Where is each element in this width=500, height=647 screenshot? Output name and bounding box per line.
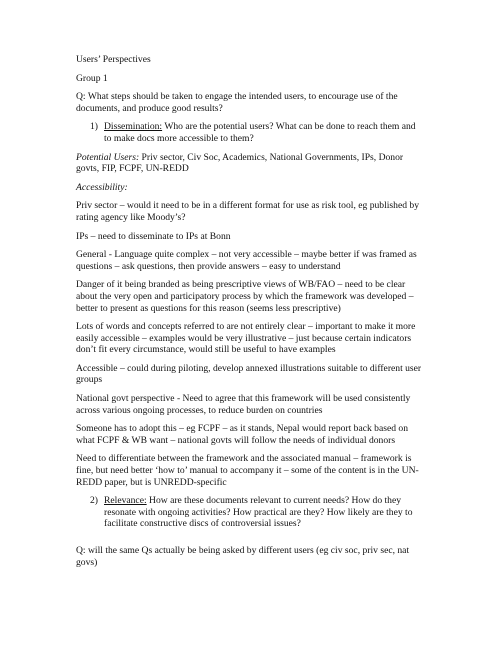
paragraph: Need to differentiate between the framework and the associated manual – framework is fine, but need better ‘how to’ manual to accompany it – some of the content is in the UN-REDD paper, but is UNREDD-specific <box>76 453 419 488</box>
group-label: Group 1 <box>76 72 108 84</box>
spacer <box>76 537 428 545</box>
paragraph: Priv sector – would it need to be in a different format for use as risk tool, eg published by rating agency like Moody’s? <box>76 200 419 223</box>
numbered-item-relevance <box>76 495 428 530</box>
question-2: Q: will the same Qs actually be being asked by different users (eg civ soc, priv sec, nat govs) <box>76 545 410 568</box>
paragraph: National govt perspective - Need to agree that this framework will be used consistently across various ongoing processes, to reduce burden on countries <box>76 393 411 416</box>
paragraph: General - Language quite complex – not very accessible – maybe better if was framed as questions – ask questions, then provide answers – easy to understand <box>76 249 417 272</box>
item-heading: Relevance: <box>104 495 147 507</box>
paragraph: IPs – need to disseminate to IPs at Bonn <box>76 230 231 242</box>
potential-users-text: Priv sector, Civ Soc, Academics, National Governments, IPs, Donor govts, FIP, FCPF, UN-REDD <box>76 151 404 175</box>
item-body <box>104 121 428 144</box>
item-body <box>104 495 428 530</box>
paragraph: Someone has to adopt this – eg FCPF – as it stands, Nepal would report back based on what FCPF & WB want – national govts will follow the needs of individual donors <box>76 423 409 446</box>
document-page <box>76 54 428 575</box>
numbered-item-dissemination <box>76 121 428 144</box>
potential-users <box>76 152 428 175</box>
item-text: How are these documents relevant to current needs? How do they resonate with ongoing activities? How practical are they? How likely are they to facilitate constructive discs of controversial issues? <box>104 495 413 530</box>
paragraph: Accessible – could during piloting, develop annexed illustrations suitable to different user groups <box>76 362 422 386</box>
item-text: Who are the potential users? What can be done to reach them and to make docs more accessible to them? <box>104 121 416 144</box>
potential-users-label: Potential Users: <box>76 151 140 163</box>
item-heading: Dissemination: <box>104 121 163 133</box>
accessibility-label: Accessibility: <box>76 181 128 193</box>
paragraph: Lots of words and concepts referred to are not entirely clear – important to make it more easily accessible – examples would be very illustrative – just because certain indicators don’t fit every circumstance, would still be useful to have examples <box>76 321 416 356</box>
paragraph: Danger of it being branded as being prescriptive views of WB/FAO – need to be clear about the very open and participatory process by which the framework was developed – better to present as questions for this reason (seems less prescriptive) <box>76 279 414 314</box>
item-number: 1) <box>90 121 98 133</box>
item-number: 2) <box>90 495 98 507</box>
question-1: Q: What steps should be taken to engage the intended users, to encourage use of the documents, and produce good results? <box>76 91 398 114</box>
document-title: Users’ Perspectives <box>76 54 151 65</box>
